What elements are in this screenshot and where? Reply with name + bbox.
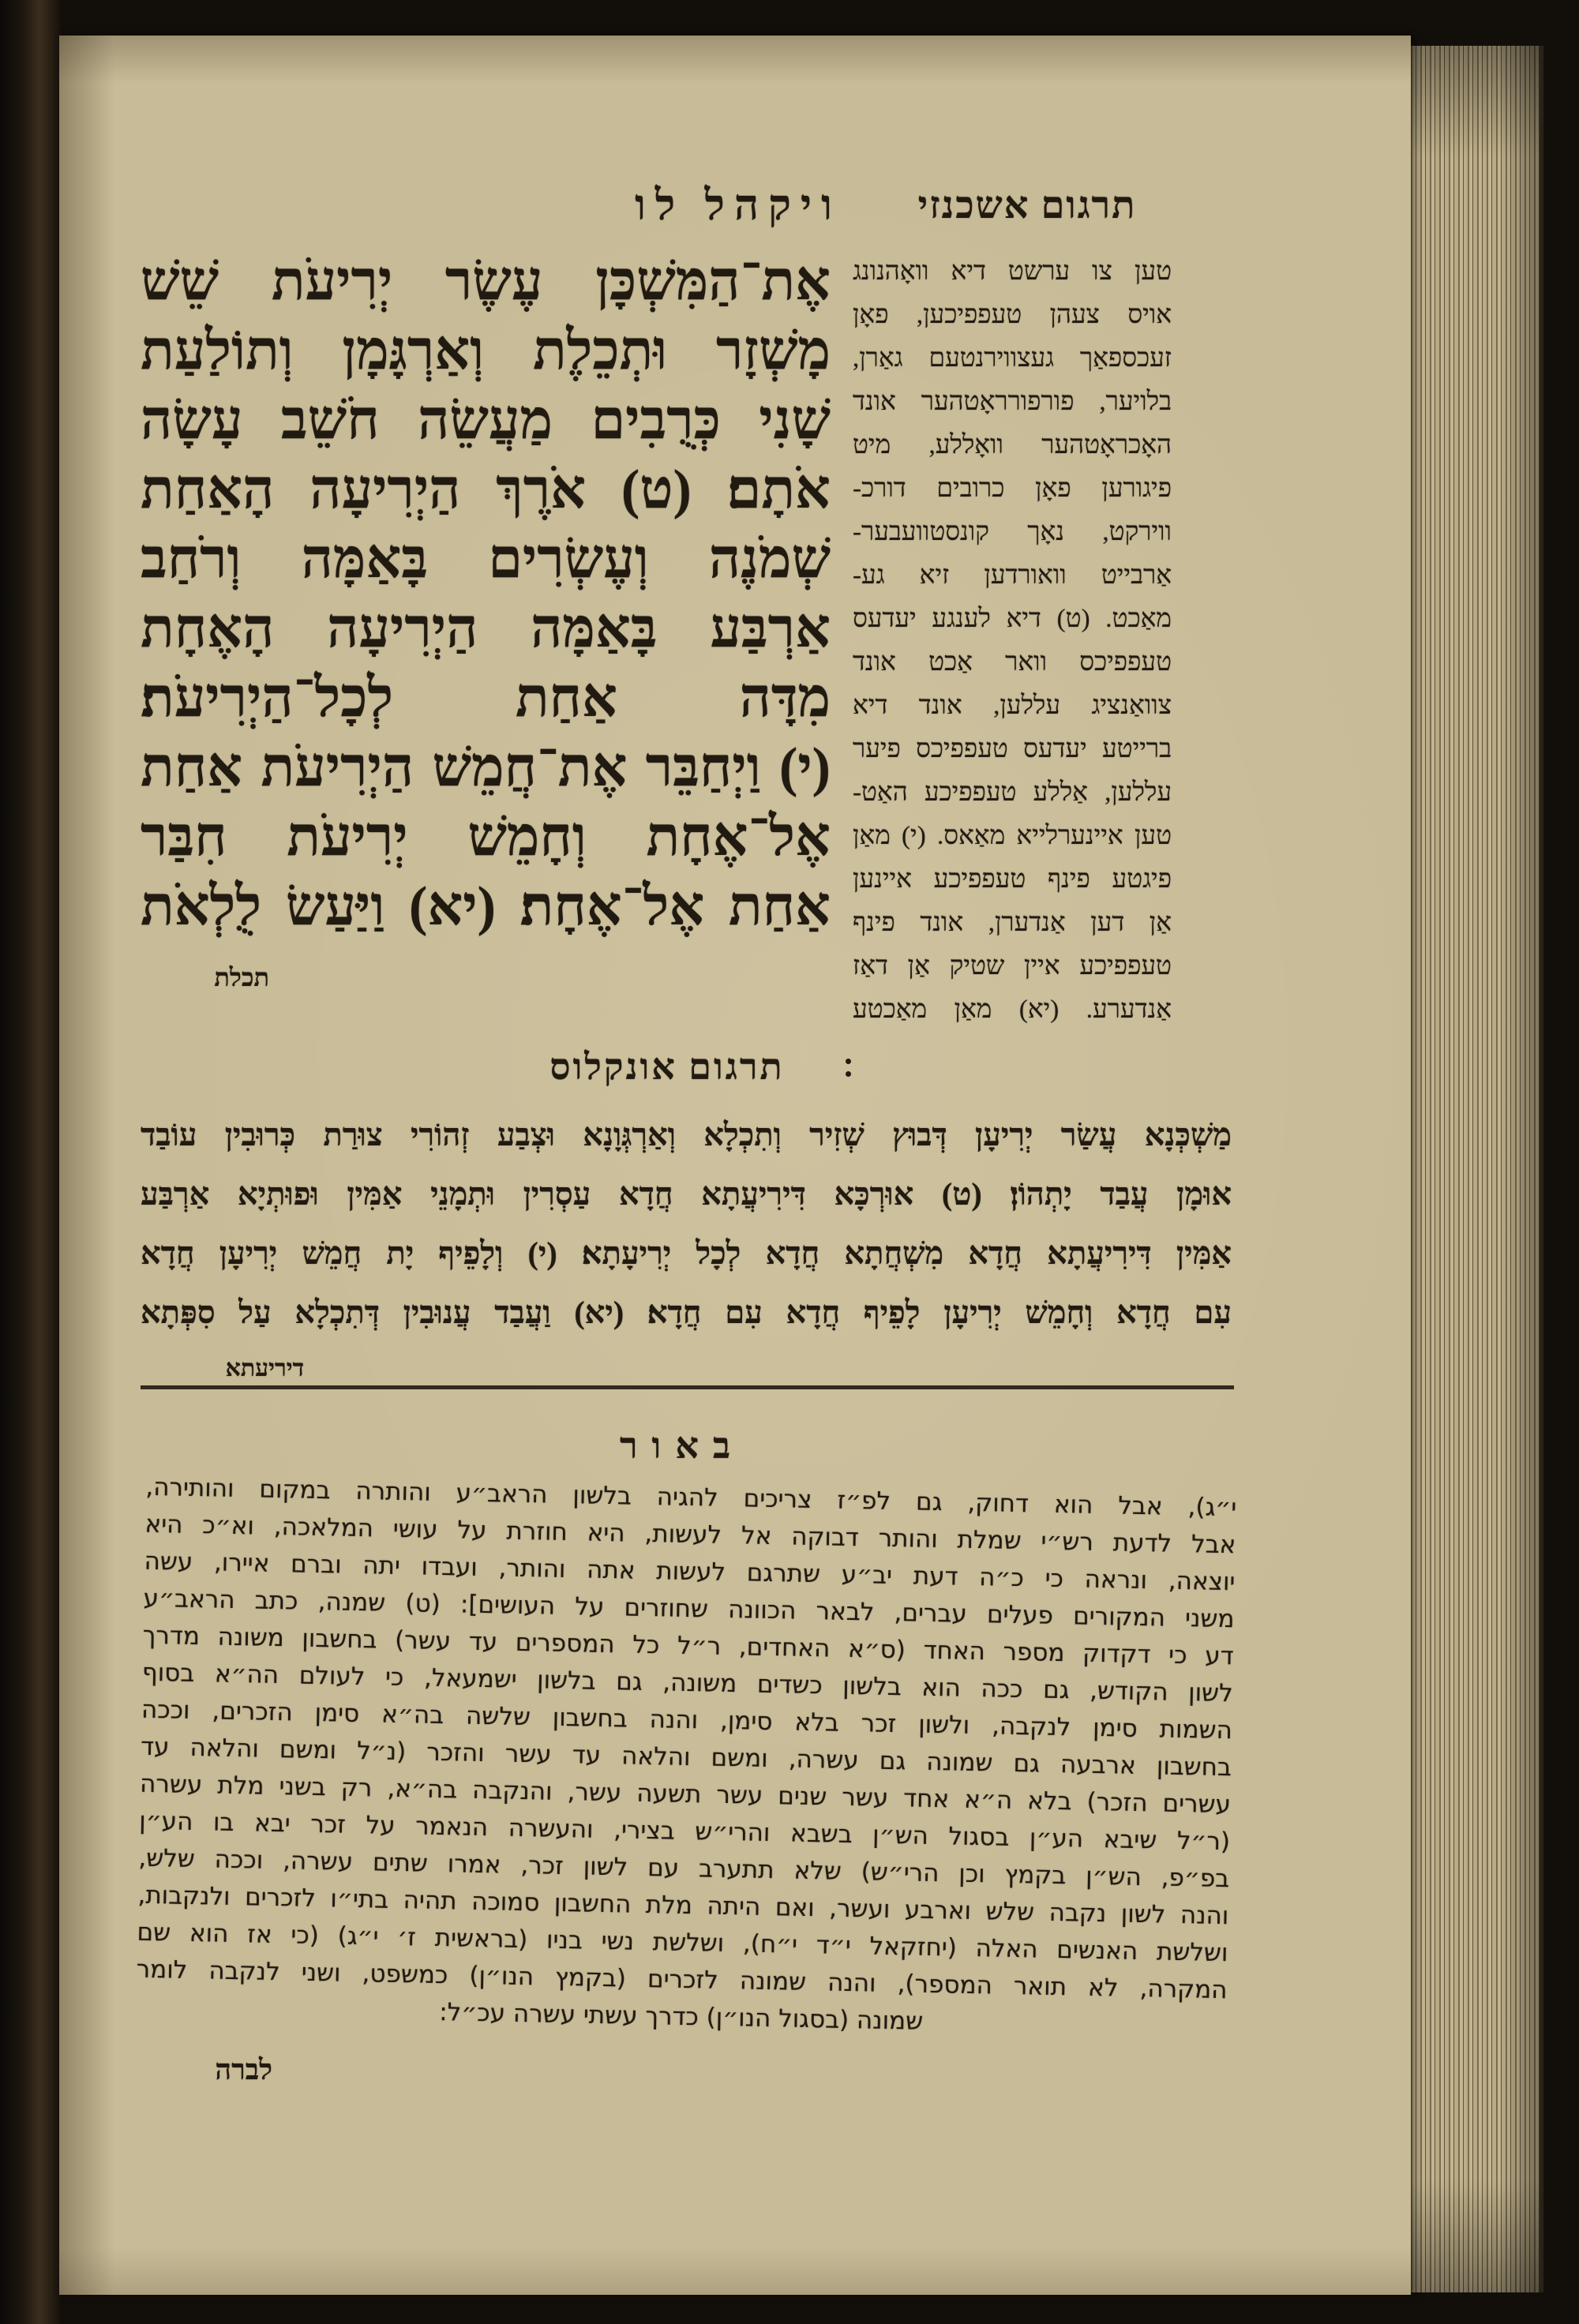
torah-line: אֶת־הַמִּשְׁכָּן עֶשֶׂר יְרִיעֹת שֵׁשׁ <box>141 251 831 312</box>
onkelos-line: מַשְׁכְּנָא עֲשַׂר יְרִיעָן דְּבוּץ שְׁזִיר וְתִכְלָא וְאַרְגְּוָנָא וּצְבַע זְהוֹרִי צוּרַת כְּרוּבִין עוֹבַד <box>141 1117 1232 1153</box>
targum-ashkenazi-line: טען צו ערשט דיא וואָהנונג <box>853 257 1172 286</box>
targum-ashkenazi-line: אויס צעהן טעפפיכען, פאָן <box>853 301 1172 329</box>
translation-column-title: תרגום אשכנזי <box>917 185 1137 227</box>
torah-line: מִדָּה אַחַת לְכָל־הַיְרִיעֹת׃ <box>141 668 831 729</box>
targum-ashkenazi-line: זעכספאַך געצווירנטעם גאַרן, <box>853 344 1172 373</box>
biur-line: בפ״פ, הש״ן בקמץ וכן הרי״ש) שלא תתערב עם לשון זכר, אמרו שתים עשרה, וככה שלש, <box>138 1843 1230 1894</box>
targum-ashkenazi-line: פיגורען פאָן כרובים דורכ- <box>853 474 1172 503</box>
book-page <box>59 36 1411 2295</box>
running-title: ויקהל לו <box>635 182 842 229</box>
biur-line: השמות סימן לנקבה, ולשון זכר בלא סימן, והנה בחשבון שלשה בה״א סימן הזכרים, וככה <box>141 1695 1233 1745</box>
targum-ashkenazi-line: טען איינערלייא מאַאס. (י) מאַן <box>853 822 1172 850</box>
targum-ashkenazi-line: פיגטע פינף טעפפיכע איינען <box>853 865 1172 894</box>
torah-line: אֶל־אֶחָת וְחָמֵשׁ יְרִיעֹת חִבַּר <box>141 807 831 868</box>
targum-ashkenazi-line: בלויער, פורפורראָטהער אונד <box>853 388 1172 416</box>
onkelos-line: אוּמָן עֲבַד יָתְהוֹן׃ (ט) אוּרְכָּא דִּירִיעֲתָא חֲדָא עַסְרִין וּתְמָנֵי אַמִּין וּפוּתְיָא אַרְבַּע <box>141 1176 1232 1212</box>
targum-ashkenazi-line: אַן דען אַנדערן, אונד פינף <box>853 909 1172 937</box>
biur-catchword: לברה <box>215 2054 272 2086</box>
torah-line: שָׁנִי כְּרֻבִים מַעֲשֵׂה חֹשֵׁב עָשָׂה <box>141 390 831 451</box>
targum-ashkenazi-line: האָכראָטהער וואָללע, מיט <box>853 431 1172 459</box>
biur-line: והנה לשון נקבה שלש וארבע ועשר, ואם היתה מלת החשבון סמוכה תהיה בתי״ו לזכרים ולנקבות, <box>137 1880 1229 1931</box>
biur-commentary-block <box>135 1469 1236 2046</box>
page-edges <box>1407 46 1543 2292</box>
biur-line: יוצאה, ונראה כי כ״ה דעת יב״ע שתרגם לעשות אתה והותר, ועבדו יתה וברם איירו, עשה <box>144 1546 1236 1597</box>
biur-line: (ר״ל שיבא הע״ן בסגול הש״ן בשבא והרי״ש בצירי, והעשרה הנאמר על זכר יבא בו הע״ן <box>138 1806 1231 1857</box>
targum-ashkenazi-line: עללען, אַללע טעפפיכע האַט- <box>853 778 1172 807</box>
book-gutter <box>0 0 63 2324</box>
biur-line: המקרה, לא תואר המספר), והנה שמונה לזכרים (בקמץ הנו״ן) כמשפט, ושני לנקבה לומר <box>136 1955 1228 2005</box>
targum-ashkenazi-line: אַנדערע. (יא) מאַן מאַכטע <box>853 995 1172 1024</box>
onkelos-catchword: דיריעתא <box>225 1355 304 1381</box>
section-divider <box>141 1385 1234 1389</box>
biur-line: לשון הקודש, גם ככה הוא בלשון כשדים משונה, גם בלשון ישמעאל, כי לעולם הה״א בסוף <box>141 1658 1234 1708</box>
torah-line: אַחַת אֶל־אֶחָת׃ (יא) וַיַּעַשׂ לֻלְאֹת <box>141 876 831 937</box>
biur-line: אבל לדעת רש״י שמלת והותר דבוקה אל לעשות, היא חוזרת על עושי המלאכה, וא״כ היא <box>144 1509 1236 1560</box>
targum-ashkenazi-line: מאַכט. (ט) דיא לענגע יעדעס <box>853 605 1172 633</box>
torah-line: מָשְׁזָר וּתְכֵלֶת וְאַרְגָּמָן וְתוֹלַעַת <box>141 320 831 381</box>
biur-line: י״ג), אבל הוא דחוק, גם לפ״ז צריכים להגיה בלשון הראב״ע והותרה במקום והותירה, <box>145 1472 1237 1523</box>
biur-line: בחשבון ארבעה גם שמונה גם עשרה, ומשם והלאה עד עשר והזכר (נ״ל ומשם והלאה עד <box>140 1732 1232 1782</box>
onkelos-line: אַמִּין דִּירִיעֲתָא חֲדָא מִשְׁחֲתָא חֲדָא לְכָל יְרִיעָתָא׃ (י) וְלָפֵיף יָת חֲמֵשׁ יְרִיעָן חֲדָא <box>141 1235 1232 1271</box>
biur-line: משני המקורים פעלים עברים, לבאר הכוונה שחוזרים על העושים]: (ט) שמנה, כתב הראב״ע <box>143 1584 1235 1634</box>
targum-ashkenazi-line: ברייטע יעדעס טעפפיכס פיער <box>853 735 1172 763</box>
torah-line: (י) וַיְחַבֵּר אֶת־חֲמֵשׁ הַיְרִיעֹת אַחַת <box>141 737 831 798</box>
biur-line: שמונה (בסגול הנו״ן) כדרך עשתי עשרה עכ״ל: <box>438 1998 924 2036</box>
biur-title: באור <box>619 1426 745 1466</box>
torah-catchword: תכלת <box>214 963 269 991</box>
ornament-mark <box>842 1054 853 1081</box>
onkelos-title: תרגום אונקלוס <box>549 1047 785 1087</box>
targum-ashkenazi-line: צוואַנציג עללען, אונד דיא <box>853 692 1172 720</box>
torah-line: אֹתָם׃ (ט) אֹרֶךְ הַיְרִיעָה הָאַחַת <box>141 459 831 520</box>
onkelos-block <box>141 1105 1232 1342</box>
torah-text-column <box>141 247 831 942</box>
targum-ashkenazi-line: אַרבייט וואורדען זיא גע- <box>853 561 1172 590</box>
targum-ashkenazi-column <box>853 250 1172 1032</box>
targum-ashkenazi-line: ווירקט, נאָך קונסטוועבער- <box>853 518 1172 546</box>
onkelos-line: עִם חֲדָא וְחָמֵשׁ יְרִיעָן לָפֵיף חֲדָא עִם חֲדָא׃ (יא) וַעֲבַד עֲנוּבִין דְּתִכְלָא עַל סִפְּתָא <box>141 1295 1232 1330</box>
biur-line: עשרים הזכר) בלא ה״א אחד עשר שנים עשר תשעה עשר, והנקבה בה״א, רק בשני מלת עשרה <box>139 1769 1232 1820</box>
targum-ashkenazi-line: טעפפיכס וואר אַכט אונד <box>853 648 1172 677</box>
torah-line: שְׁמֹנֶה וְעֶשְׂרִים בָּאַמָּה וְרֹחַב <box>141 529 831 590</box>
biur-line: ושלשת האנשים האלה (יחזקאל י״ד י״ח), ושלשת נשי בניו (בראשית ז׳ י״ג) (כי אז הוא שם <box>137 1917 1228 1968</box>
targum-ashkenazi-line: טעפפיכע איין שטיק אַן דאַז <box>853 952 1172 980</box>
biur-line: דע כי דקדוק מספר האחד (ס״א האחדים, ר״ל כל המספרים עד עשר) בחשבון משונה מדרך <box>142 1621 1234 1671</box>
torah-line: אַרְבַּע בָּאַמָּה הַיְרִיעָה הָאֶחָת <box>141 598 831 659</box>
